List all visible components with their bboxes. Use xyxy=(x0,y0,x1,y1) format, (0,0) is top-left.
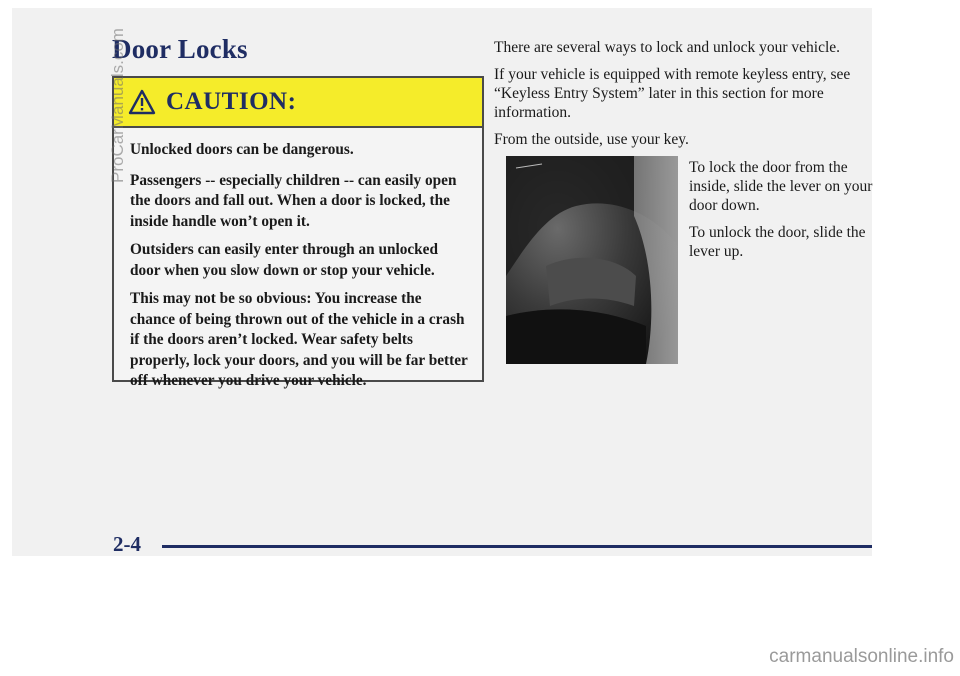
caution-body xyxy=(114,128,482,392)
manual-page xyxy=(12,8,872,556)
caution-label: CAUTION: xyxy=(166,88,297,115)
caution-paragraph: Outsiders can easily enter through an unlocked door when you slow down or stop your vehicle. xyxy=(130,241,438,279)
site-watermark: carmanualsonline.info xyxy=(769,646,954,667)
body-paragraph: To lock the door from the inside, slide the lever on your door down. xyxy=(689,159,873,214)
door-lock-lever-photo xyxy=(506,156,678,364)
page-title: Door Locks xyxy=(112,34,248,64)
intro-text xyxy=(494,38,874,157)
caution-paragraph: This may not be so obvious: You increase the chance of being thrown out of the vehicle in a crash if the doors aren’t locked. Wear safety belts properly, lock your doors, and you will be far better off whenever you drive your vehicle. xyxy=(130,290,468,389)
caution-header xyxy=(114,78,482,128)
vertical-watermark: ProCarManuals.com xyxy=(108,28,127,183)
caution-paragraph: Passengers -- especially children -- can easily open the doors and fall out. When a door is locked, the inside handle won’t open it. xyxy=(130,171,457,230)
footer-rule xyxy=(162,545,872,548)
body-paragraph: There are several ways to lock and unlock your vehicle. xyxy=(494,39,841,56)
caution-box xyxy=(112,76,484,389)
body-paragraph: If your vehicle is equipped with remote keyless entry, see “Keyless Entry System” later in this section for more information. xyxy=(494,66,851,121)
caution-paragraph: Unlocked doors can be dangerous. xyxy=(130,141,354,158)
warning-triangle-icon xyxy=(128,89,156,115)
page-number: 2-4 xyxy=(113,532,141,556)
body-paragraph: From the outside, use your key. xyxy=(494,131,689,148)
lock-instructions xyxy=(689,158,874,269)
body-paragraph: To unlock the door, slide the lever up. xyxy=(689,224,866,260)
